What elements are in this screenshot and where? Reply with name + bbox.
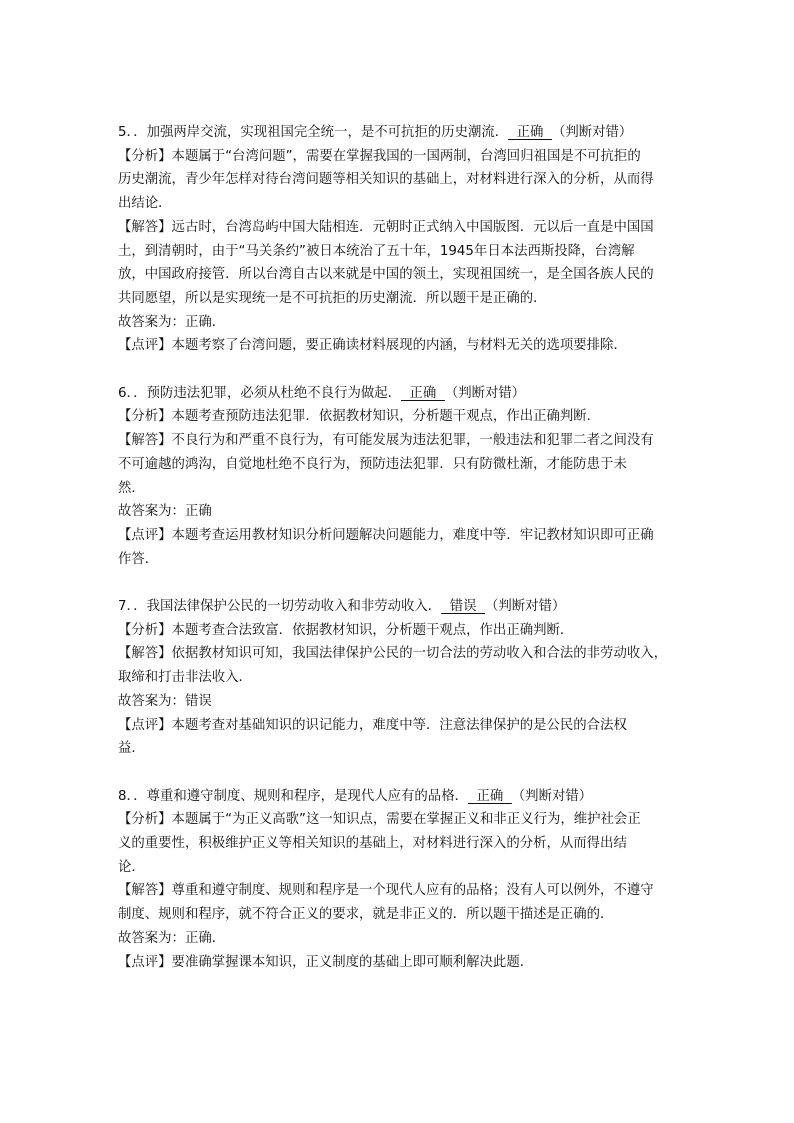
analysis-line: 出结论． — [118, 196, 172, 212]
question-item — [118, 121, 680, 358]
question-text: 8．．尊重和遵守制度、规则和程序，是现代人应有的品格． — [118, 788, 468, 804]
comment-line: 【点评】本题考察了台湾问题，要正确读材料展现的内涵，与材料无关的选项要排除． — [118, 338, 627, 354]
solution-line: 【解答】远古时，台湾岛屿中国大陆相连．元朝时正式纳入中国版图．元以后一直是中国国 — [118, 219, 654, 235]
final-answer-line: 故答案为：正确． — [118, 930, 226, 946]
final-answer-line: 故答案为：错误 — [118, 693, 212, 709]
comment-line: 作答． — [118, 551, 159, 567]
question-type-note: （判断对错） — [485, 599, 566, 615]
question-stem — [118, 382, 680, 406]
question-item — [118, 595, 680, 761]
solution-line: 制度、规则和程序，就不符合正义的要求，就是非正义的．所以题干描述是正确的． — [118, 907, 614, 923]
analysis-line: 义的重要性，积极维护正义等相关知识的基础上，对材料进行深入的分析，从而得出结 — [118, 836, 627, 852]
question-type-note: （判断对错） — [551, 125, 633, 140]
final-answer-line: 故答案为：正确 — [118, 504, 212, 520]
answer-blank: 正确 — [508, 125, 552, 140]
question-item — [118, 382, 680, 572]
solution-line: 土，到清朝时，由于“马关条约”被日本统治了五十年，1945年日本法西斯投降，台湾解 — [118, 243, 635, 259]
question-stem — [118, 121, 680, 145]
question-item — [118, 785, 680, 975]
comment-line: 【点评】本题考查对基础知识的识记能力，难度中等．注意法律保护的是公民的合法权 — [118, 717, 627, 733]
solution-line: 取缔和打击非法收入． — [118, 670, 252, 686]
comment-line: 益． — [118, 741, 145, 757]
question-type-note: （判断对错） — [444, 385, 526, 401]
comment-line: 【点评】要准确掌握课本知识，正义制度的基础上即可顺利解决此题． — [118, 954, 534, 970]
solution-line: 然． — [118, 480, 145, 496]
question-text: 6．．预防违法犯罪，必须从杜绝不良行为做起． — [118, 385, 402, 401]
question-list — [118, 121, 680, 998]
question-text: 7．．我国法律保护公民的一切劳动收入和非劳动收入． — [118, 599, 442, 615]
final-answer-line: 故答案为：正确． — [118, 314, 226, 330]
solution-line: 【解答】依据教材知识可知，我国法律保护公民的一切合法的劳动收入和合法的非劳动收入， — [118, 646, 668, 662]
analysis-line: 【分析】本题考查预防违法犯罪．依据教材知识，分析题干观点，作出正确判断． — [118, 409, 601, 425]
answer-blank: 正确 — [401, 385, 445, 401]
analysis-line: 历史潮流，青少年怎样对待台湾问题等相关知识的基础上，对材料进行深入的分析，从而得 — [118, 172, 654, 188]
solution-line: 【解答】尊重和遵守制度、规则和程序是一个现代人应有的品格；没有人可以例外，不遵守 — [118, 883, 654, 899]
question-type-note: （判断对错） — [511, 788, 593, 804]
answer-blank: 错误 — [441, 599, 486, 615]
solution-line: 放，中国政府接管．所以台湾自古以来就是中国的领土，实现祖国统一，是全国各族人民的 — [118, 267, 654, 283]
solution-line: 【解答】不良行为和严重不良行为，有可能发展为违法犯罪，一般违法和犯罪二者之间没有 — [118, 433, 654, 449]
analysis-line: 【分析】本题属于“为正义高歌”这一知识点，需要在掌握正义和非正义行为，维护社会正 — [118, 812, 641, 828]
question-stem — [118, 785, 680, 809]
analysis-line: 论． — [118, 859, 145, 875]
analysis-line: 【分析】本题属于“台湾问题”，需要在掌握我国的一国两制，台湾回归祖国是不可抗拒的 — [118, 148, 641, 164]
question-text: 5．．加强两岸交流，实现祖国完全统一，是不可抗拒的历史潮流． — [118, 125, 509, 140]
solution-line: 共同愿望，所以是实现统一是不可抗拒的历史潮流．所以题干是正确的． — [118, 290, 547, 306]
answer-blank: 正确 — [467, 788, 512, 804]
comment-line: 【点评】本题考查运用教材知识分析问题解决问题能力，难度中等．牢记教材知识即可正确 — [118, 527, 654, 543]
solution-line: 不可逾越的鸿沟，自觉地杜绝不良行为，预防违法犯罪．只有防微杜渐，才能防患于未 — [118, 456, 627, 472]
analysis-line: 【分析】本题考查合法致富．依据教材知识，分析题干观点，作出正确判断． — [118, 622, 574, 638]
question-stem — [118, 595, 680, 619]
